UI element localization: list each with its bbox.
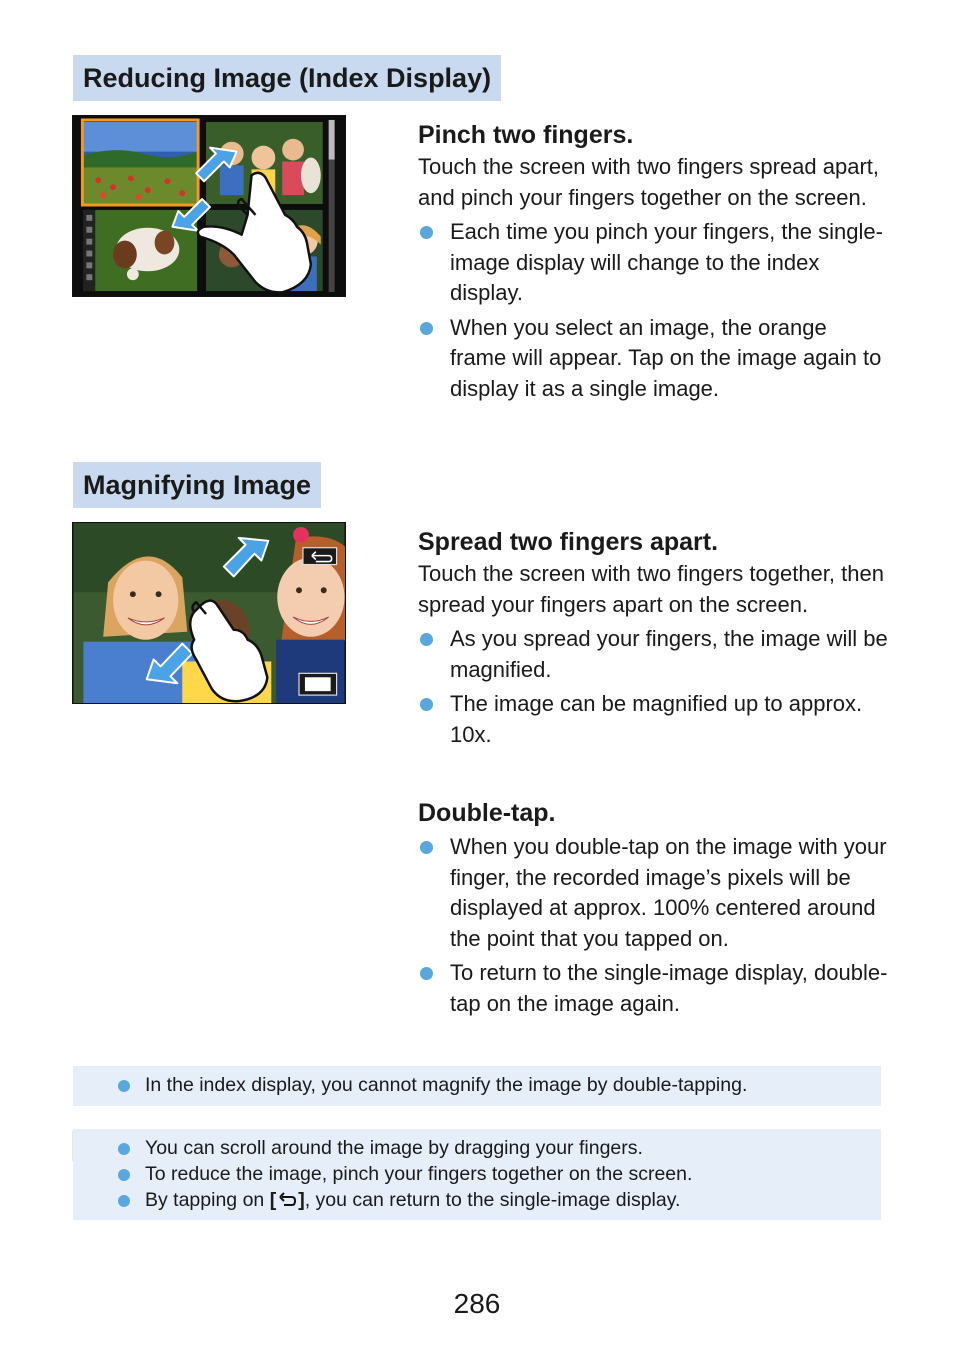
magnified-image-illustration	[72, 522, 346, 704]
list-item: The image can be magnified up to approx. 10x.	[418, 689, 888, 750]
bracket-close: ]	[298, 1189, 305, 1211]
step-spread	[418, 527, 888, 750]
list-item: You can scroll around the image by dragging your fingers.	[145, 1135, 881, 1161]
list-item: Each time you pinch your fingers, the single-image display will change to the index display.	[418, 217, 888, 309]
step-title-pinch: Pinch two fingers.	[418, 121, 634, 149]
magnify-position-indicator	[299, 673, 337, 695]
list-item: When you double-tap on the image with your finger, the recorded image’s pixels will be displayed at approx. 100% centered around the point that you tapped on.	[418, 832, 888, 954]
spread-bullet-list	[418, 624, 888, 750]
thumbnail-landscape	[83, 122, 197, 204]
page-number: 286	[453, 1288, 501, 1319]
list-item: As you spread your fingers, the image will be magnified.	[418, 624, 888, 685]
list-item: In the index display, you cannot magnify the image by double-tapping.	[145, 1072, 881, 1098]
list-item: When you select an image, the orange frame will appear. Tap on the image again to display it as a single image.	[418, 313, 888, 405]
step-text-pinch: Touch the screen with two fingers spread apart, and pinch your fingers together on the screen.	[418, 154, 880, 210]
pinch-bullet-list	[418, 217, 888, 404]
index-display-illustration	[72, 115, 346, 297]
section-heading-reduce: Reducing Image (Index Display)	[73, 55, 501, 101]
caution-note	[73, 1066, 881, 1106]
step-text-spread: Touch the screen with two fingers together, then spread your fingers apart on the screen.	[418, 561, 884, 617]
memo-note	[73, 1129, 881, 1220]
memo-return-text-after: , you can return to the single-image display.	[304, 1189, 681, 1211]
bracket-open: [	[269, 1189, 277, 1211]
step-title-spread: Spread two fingers apart.	[418, 528, 719, 556]
step-title-double-tap: Double-tap.	[418, 799, 556, 827]
memo-return-text-before: By tapping on	[145, 1189, 270, 1211]
list-item: To return to the single-image display, double-tap on the image again.	[418, 958, 888, 1019]
step-double-tap	[418, 798, 888, 1019]
section-heading-magnify: Magnifying Image	[73, 462, 321, 508]
double-tap-bullet-list	[418, 832, 888, 1019]
return-icon	[277, 1192, 297, 1208]
list-item	[145, 1187, 881, 1213]
step-pinch	[418, 120, 888, 404]
return-icon	[303, 548, 337, 565]
list-item: To reduce the image, pinch your fingers together on the screen.	[145, 1161, 881, 1187]
